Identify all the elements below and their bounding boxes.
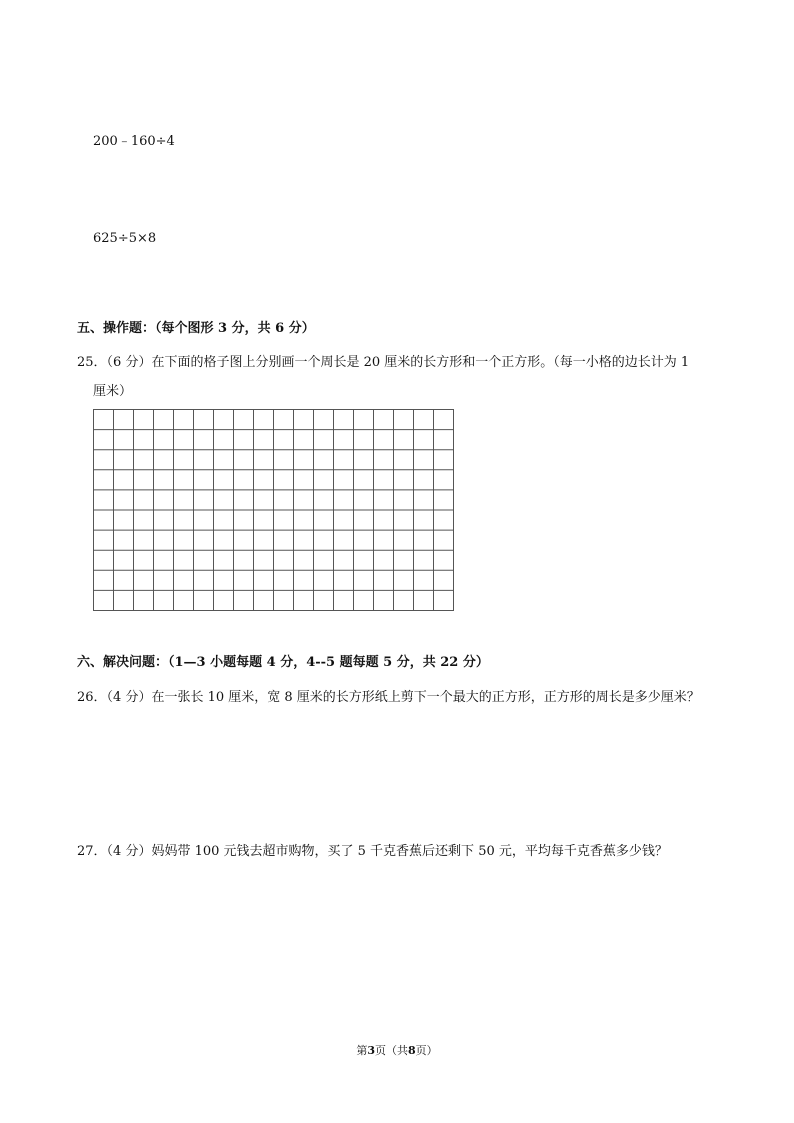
footer-page-number: 3 <box>367 1044 375 1057</box>
calculation-expression-1: 200﹣160÷4 <box>93 134 175 149</box>
question-25-text: 25．（6 分）在下面的格子图上分别画一个周长是 20 厘米的长方形和一个正方形。（每一小格的边长计为 1 <box>77 355 690 370</box>
question-27-text: 27．（4 分）妈妈带 100 元钱去超市购物，买了 5 千克香蕉后还剩下 50 元，平均每千克香蕉多少钱？ <box>77 844 668 859</box>
calculation-expression-2: 625÷5×8 <box>93 231 157 246</box>
square-grid[interactable] <box>93 409 454 611</box>
footer-total-pages: 8 <box>408 1044 416 1057</box>
question-25-text-continued: 厘米） <box>93 384 133 399</box>
section-6-heading: 六、解决问题：（1—3 小题每题 4 分，4--5 题每题 5 分，共 22 分） <box>77 655 489 670</box>
page-footer <box>0 1042 794 1058</box>
section-5-heading: 五、操作题：（每个图形 3 分，共 6 分） <box>77 321 315 336</box>
footer-prefix: 第 <box>356 1044 368 1057</box>
question-26-text: 26．（4 分）在一张长 10 厘米，宽 8 厘米的长方形纸上剪下一个最大的正方形，正方形的周长是多少厘米？ <box>77 690 700 705</box>
footer-middle: 页（共 <box>375 1044 408 1057</box>
footer-suffix: 页） <box>415 1044 438 1057</box>
